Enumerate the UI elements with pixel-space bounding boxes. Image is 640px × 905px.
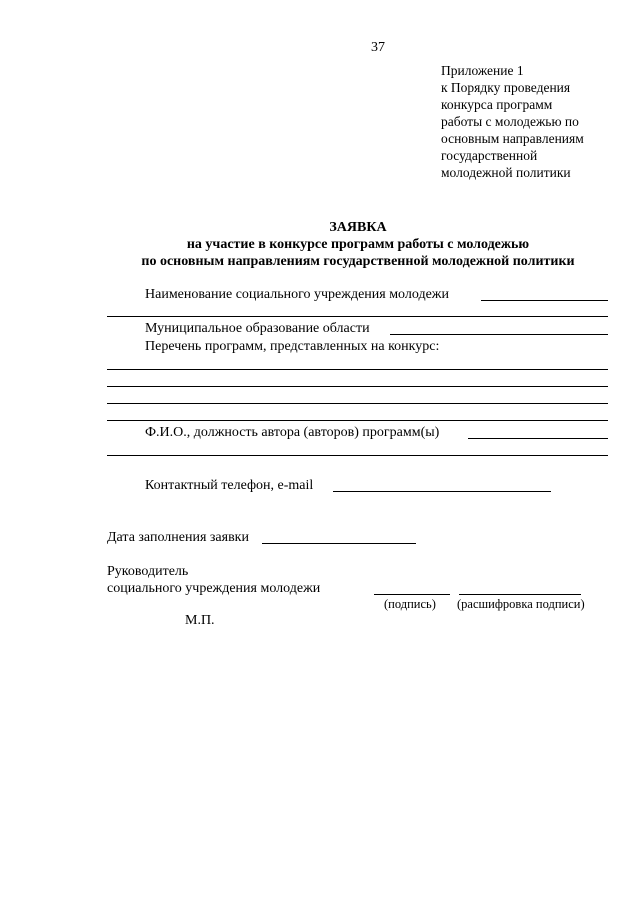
municipality-field[interactable] [390,334,608,335]
contact-field[interactable] [333,491,551,492]
institution-label: Наименование социального учреждения молодежи [145,287,449,302]
appendix-line: основным направлениям [441,131,584,146]
author-field[interactable] [468,438,608,439]
appendix-line: конкурса программ [441,97,553,112]
signature-decode-caption: (расшифровка подписи) [457,597,585,611]
date-field[interactable] [262,543,416,544]
programs-label: Перечень программ, представленных на конкурс: [145,339,440,354]
stamp-place: М.П. [185,613,215,628]
institution-field-continued[interactable] [107,316,608,317]
appendix-line: государственной [441,148,538,163]
programs-field-line[interactable] [107,420,608,421]
author-label: Ф.И.О., должность автора (авторов) программ(ы) [145,425,440,440]
author-field-continued[interactable] [107,455,608,456]
appendix-line: к Порядку проведения [441,80,571,95]
programs-field-line[interactable] [107,369,608,370]
appendix-line: Приложение 1 [441,63,524,78]
appendix-line: молодежной политики [441,165,571,180]
document-subtitle: по основным направлениям государственной молодежной политики [141,254,575,269]
document-title: ЗАЯВКА [329,220,387,235]
programs-field-line[interactable] [107,386,608,387]
programs-field-line[interactable] [107,403,608,404]
institution-field[interactable] [481,300,608,301]
page-number: 37 [371,40,385,55]
signature-decode-field[interactable] [459,594,581,595]
date-label: Дата заполнения заявки [107,530,249,545]
municipality-label: Муниципальное образование области [145,321,370,336]
head-title-continued: социального учреждения молодежи [107,581,321,596]
signature-caption: (подпись) [384,597,436,611]
document-subtitle: на участие в конкурсе программ работы с молодежью [186,237,530,252]
signature-field[interactable] [374,594,450,595]
appendix-note [441,62,584,181]
contact-label: Контактный телефон, e-mail [145,478,314,493]
appendix-line: работы с молодежью по [441,114,579,129]
head-title: Руководитель [107,564,189,579]
